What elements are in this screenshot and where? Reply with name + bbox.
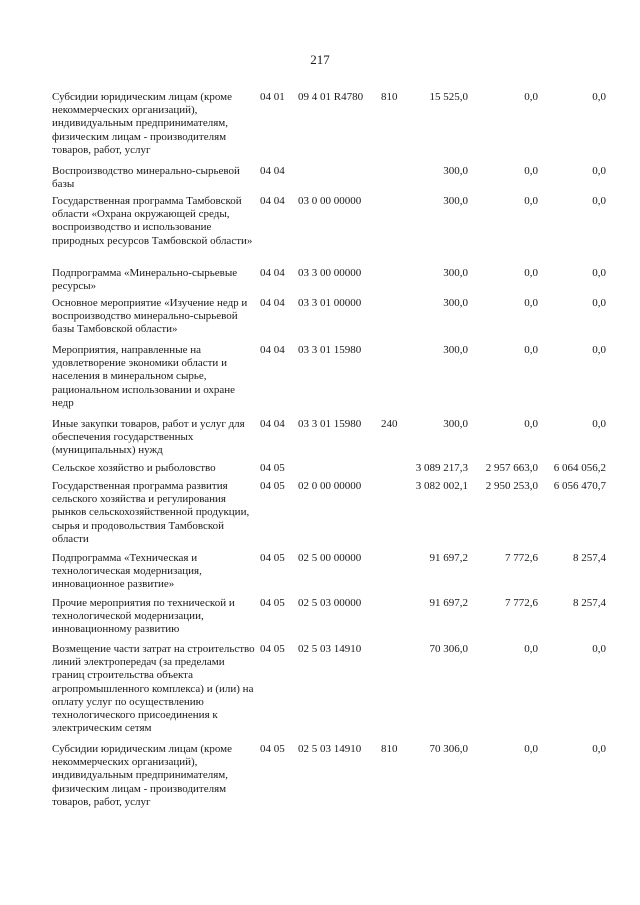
row-value-1: 300,0 — [443, 267, 468, 279]
row-name: Сельское хозяйство и рыболовство — [52, 462, 216, 474]
row-name: Субсидии юридическим лицам (кроме некоммерческих организаций), индивидуальным предпринимателям, физическим лицам - производителям товаров, работ, услуг — [52, 743, 233, 808]
row-value-2: 0,0 — [524, 344, 538, 356]
row-section: 04 05 — [260, 643, 285, 655]
row-section: 04 05 — [260, 552, 285, 564]
row-expense-type: 810 — [381, 91, 398, 103]
row-value-1: 91 697,2 — [429, 552, 468, 564]
row-value-3: 0,0 — [592, 91, 606, 103]
row-value-2: 7 772,6 — [505, 552, 538, 564]
row-value-1: 300,0 — [443, 165, 468, 177]
row-value-3: 0,0 — [592, 743, 606, 755]
row-value-3: 0,0 — [592, 418, 606, 430]
row-name: Основное мероприятие «Изучение недр и воспроизводство минерально-сырьевой базы Тамбовской области» — [52, 297, 248, 336]
row-code: 03 3 00 00000 — [298, 267, 362, 279]
row-value-3: 6 056 470,7 — [553, 480, 606, 492]
row-value-1: 300,0 — [443, 418, 468, 430]
row-value-2: 0,0 — [524, 195, 538, 207]
row-code: 09 4 01 R4780 — [298, 91, 364, 103]
row-name: Прочие мероприятия по технической и технологической модернизации, инновационному развитию — [52, 597, 235, 636]
row-value-2: 2 957 663,0 — [485, 462, 538, 474]
row-value-1: 3 082 002,1 — [415, 480, 468, 492]
row-section: 04 05 — [260, 743, 285, 755]
row-value-3: 0,0 — [592, 195, 606, 207]
row-name: Государственная программа развития сельского хозяйства и регулирования рынков сельскохозяйственной продукции, сырья и продовольствия Тамбовской области — [52, 480, 250, 545]
row-value-1: 3 089 217,3 — [415, 462, 468, 474]
row-value-3: 0,0 — [592, 267, 606, 279]
row-value-1: 300,0 — [443, 297, 468, 309]
row-value-3: 0,0 — [592, 344, 606, 356]
row-value-2: 0,0 — [524, 267, 538, 279]
row-code: 02 5 03 00000 — [298, 597, 362, 609]
row-section: 04 04 — [260, 195, 285, 207]
row-section: 04 05 — [260, 462, 285, 474]
row-value-1: 91 697,2 — [429, 597, 468, 609]
row-code: 03 0 00 00000 — [298, 195, 362, 207]
page-number: 217 — [310, 52, 330, 67]
row-name: Подпрограмма «Минерально-сырьевые ресурсы» — [52, 267, 238, 293]
row-value-3: 0,0 — [592, 297, 606, 309]
row-value-2: 0,0 — [524, 643, 538, 655]
row-code: 03 3 01 00000 — [298, 297, 362, 309]
row-value-1: 70 306,0 — [429, 643, 468, 655]
row-value-1: 300,0 — [443, 195, 468, 207]
row-section: 04 04 — [260, 344, 285, 356]
row-value-2: 7 772,6 — [505, 597, 538, 609]
row-name: Государственная программа Тамбовской области «Охрана окружающей среды, воспроизводство и использование природных ресурсов Тамбовской области» — [52, 195, 253, 247]
row-name: Мероприятия, направленные на удовлетворение экономики области и населения в минеральном сырье, рациональном использовании и охране недр — [52, 344, 236, 409]
row-value-2: 0,0 — [524, 418, 538, 430]
row-name: Субсидии юридическим лицам (кроме некоммерческих организаций), индивидуальным предпринимателям, физическим лицам - производителям товаров, работ, услуг — [52, 91, 233, 156]
row-section: 04 04 — [260, 418, 285, 430]
row-name: Иные закупки товаров, работ и услуг для обеспечения государственных (муниципальных) нужд — [52, 418, 245, 457]
row-name: Возмещение части затрат на строительство линий электропередач (за пределами границ строительства объекта агропромышленного комплекса) и (или) на оплату услуг по осуществлению технологического присоединения к электрическим сетям — [52, 643, 255, 735]
row-value-2: 0,0 — [524, 91, 538, 103]
row-value-2: 0,0 — [524, 165, 538, 177]
row-value-3: 8 257,4 — [573, 552, 606, 564]
row-value-2: 2 950 253,0 — [485, 480, 538, 492]
row-value-3: 0,0 — [592, 643, 606, 655]
row-value-2: 0,0 — [524, 297, 538, 309]
row-code: 03 3 01 15980 — [298, 344, 362, 356]
row-section: 04 05 — [260, 480, 285, 492]
row-expense-type: 240 — [381, 418, 398, 430]
row-code: 02 5 03 14910 — [298, 643, 362, 655]
row-name: Воспроизводство минерально-сырьевой базы — [52, 165, 240, 191]
row-value-3: 6 064 056,2 — [553, 462, 606, 474]
row-code: 02 5 03 14910 — [298, 743, 362, 755]
row-value-1: 70 306,0 — [429, 743, 468, 755]
row-section: 04 04 — [260, 267, 285, 279]
row-section: 04 05 — [260, 597, 285, 609]
row-section: 04 01 — [260, 91, 285, 103]
row-value-1: 15 525,0 — [429, 91, 468, 103]
row-value-1: 300,0 — [443, 344, 468, 356]
row-value-3: 0,0 — [592, 165, 606, 177]
row-code: 02 0 00 00000 — [298, 480, 362, 492]
row-code: 02 5 00 00000 — [298, 552, 362, 564]
row-value-3: 8 257,4 — [573, 597, 606, 609]
row-section: 04 04 — [260, 165, 285, 177]
row-section: 04 04 — [260, 297, 285, 309]
row-value-2: 0,0 — [524, 743, 538, 755]
row-name: Подпрограмма «Техническая и технологическая модернизация, инновационное развитие» — [52, 552, 202, 591]
row-code: 03 3 01 15980 — [298, 418, 362, 430]
row-expense-type: 810 — [381, 743, 398, 755]
